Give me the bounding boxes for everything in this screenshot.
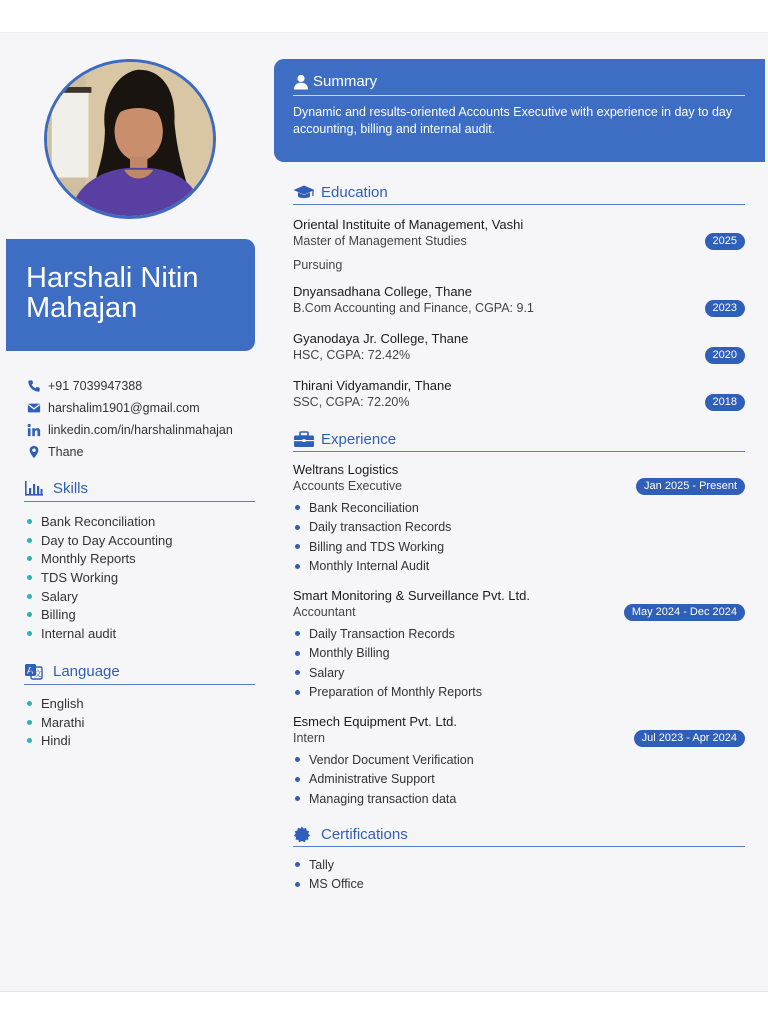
experience-heading	[293, 431, 745, 452]
education-detail: HSC, CGPA: 72.42%	[293, 348, 411, 362]
task-item: Preparation of Monthly Reports	[293, 683, 745, 703]
education-detail: Master of Management Studies	[293, 234, 467, 248]
task-item: Managing transaction data	[293, 789, 745, 809]
task-item: Monthly Internal Audit	[293, 557, 745, 577]
summary-text: Dynamic and results-oriented Accounts Executive with experience in day to day accounting, billing and internal audit.	[293, 105, 733, 136]
period-badge: May 2024 - Dec 2024	[624, 604, 745, 621]
task-item: Daily Transaction Records	[293, 624, 745, 644]
contact-linkedin	[26, 419, 262, 441]
education-institution: Thirani Vidyamandir, Thane	[293, 378, 452, 393]
language-title: Language	[53, 663, 120, 680]
skill-item: Bank Reconciliation	[26, 512, 256, 531]
task-item: Salary	[293, 663, 745, 683]
education-status: Pursuing	[293, 258, 343, 272]
education-institution: Gyanodaya Jr. College, Thane	[293, 331, 469, 346]
skill-item: Billing	[26, 605, 256, 624]
period-badge: Jan 2025 - Present	[636, 478, 745, 495]
education-entry	[293, 284, 745, 316]
year-badge: 2020	[705, 347, 745, 364]
job-role: Accountant	[293, 605, 356, 619]
company-name: Smart Monitoring & Surveillance Pvt. Ltd.	[293, 588, 530, 603]
skill-item: Monthly Reports	[26, 549, 256, 568]
task-item: Monthly Billing	[293, 644, 745, 664]
location-text: Thane	[48, 445, 84, 459]
contact-location	[26, 441, 262, 463]
skill-item: Salary	[26, 587, 256, 606]
task-item: Administrative Support	[293, 770, 745, 790]
task-list	[293, 750, 745, 809]
experience-entry	[293, 714, 745, 809]
contact-info	[26, 375, 262, 463]
task-list	[293, 498, 745, 576]
skill-item: Day to Day Accounting	[26, 531, 256, 550]
education-detail: B.Com Accounting and Finance, CGPA: 9.1	[293, 301, 534, 315]
contact-phone	[26, 375, 262, 397]
email-text: harshalim1901@gmail.com	[48, 401, 200, 415]
user-icon	[293, 74, 309, 90]
skills-title: Skills	[53, 480, 89, 497]
language-item: Marathi	[26, 713, 256, 732]
certifications-heading	[293, 826, 745, 847]
experience-entry	[293, 588, 745, 702]
language-item: Hindi	[26, 731, 256, 750]
year-badge: 2025	[705, 233, 745, 250]
certifications-list	[293, 855, 745, 894]
education-institution: Oriental Instituite of Management, Vashi	[293, 217, 524, 232]
job-role: Accounts Executive	[293, 479, 403, 493]
language-item: English	[26, 694, 256, 713]
experience-entry	[293, 462, 745, 576]
name-block	[6, 239, 255, 351]
language-heading	[24, 663, 255, 685]
summary-block	[274, 59, 765, 162]
summary-title: Summary	[313, 73, 378, 90]
certifications-title: Certifications	[321, 826, 408, 843]
profile-photo-image	[47, 62, 213, 216]
period-badge: Jul 2023 - Apr 2024	[634, 730, 745, 747]
year-badge: 2023	[705, 300, 745, 317]
bar-chart-icon	[24, 480, 44, 497]
education-entry	[293, 217, 745, 273]
profile-photo	[44, 59, 216, 219]
skills-heading	[24, 480, 255, 502]
svg-text:文: 文	[34, 669, 42, 679]
education-heading	[293, 184, 745, 205]
company-name: Esmech Equipment Pvt. Ltd.	[293, 714, 458, 729]
task-item: Bank Reconciliation	[293, 498, 745, 518]
skill-item: Internal audit	[26, 624, 256, 643]
briefcase-icon	[293, 431, 315, 448]
task-list	[293, 624, 745, 702]
task-item: Vendor Document Verification	[293, 750, 745, 770]
resume-page	[0, 32, 768, 992]
contact-email	[26, 397, 262, 419]
education-title: Education	[321, 184, 388, 201]
svg-text:A: A	[27, 666, 34, 677]
certification-item: MS Office	[293, 875, 745, 895]
candidate-name-line-1: Harshali Nitin	[26, 262, 199, 294]
phone-icon	[26, 378, 42, 394]
task-item: Daily transaction Records	[293, 518, 745, 538]
language-list	[26, 694, 256, 750]
phone-text: +91 7039947388	[48, 379, 143, 393]
education-entry	[293, 331, 745, 363]
certification-item: Tally	[293, 855, 745, 875]
candidate-name-line-2: Mahajan	[26, 292, 138, 324]
year-badge: 2018	[705, 394, 745, 411]
skills-list	[26, 512, 256, 643]
experience-title: Experience	[321, 431, 397, 448]
job-role: Intern	[293, 731, 325, 745]
linkedin-icon	[26, 422, 42, 438]
location-pin-icon	[26, 444, 42, 460]
graduation-cap-icon	[293, 184, 315, 201]
summary-heading	[293, 73, 745, 96]
skill-item: TDS Working	[26, 568, 256, 587]
company-name: Weltrans Logistics	[293, 462, 399, 477]
task-item: Billing and TDS Working	[293, 537, 745, 557]
education-entry	[293, 378, 745, 410]
linkedin-text: linkedin.com/in/harshalinmahajan	[48, 423, 233, 437]
translate-icon	[24, 663, 44, 680]
email-icon	[26, 400, 42, 416]
education-detail: SSC, CGPA: 72.20%	[293, 395, 410, 409]
education-institution: Dnyansadhana College, Thane	[293, 284, 473, 299]
certificate-badge-icon	[293, 826, 315, 843]
